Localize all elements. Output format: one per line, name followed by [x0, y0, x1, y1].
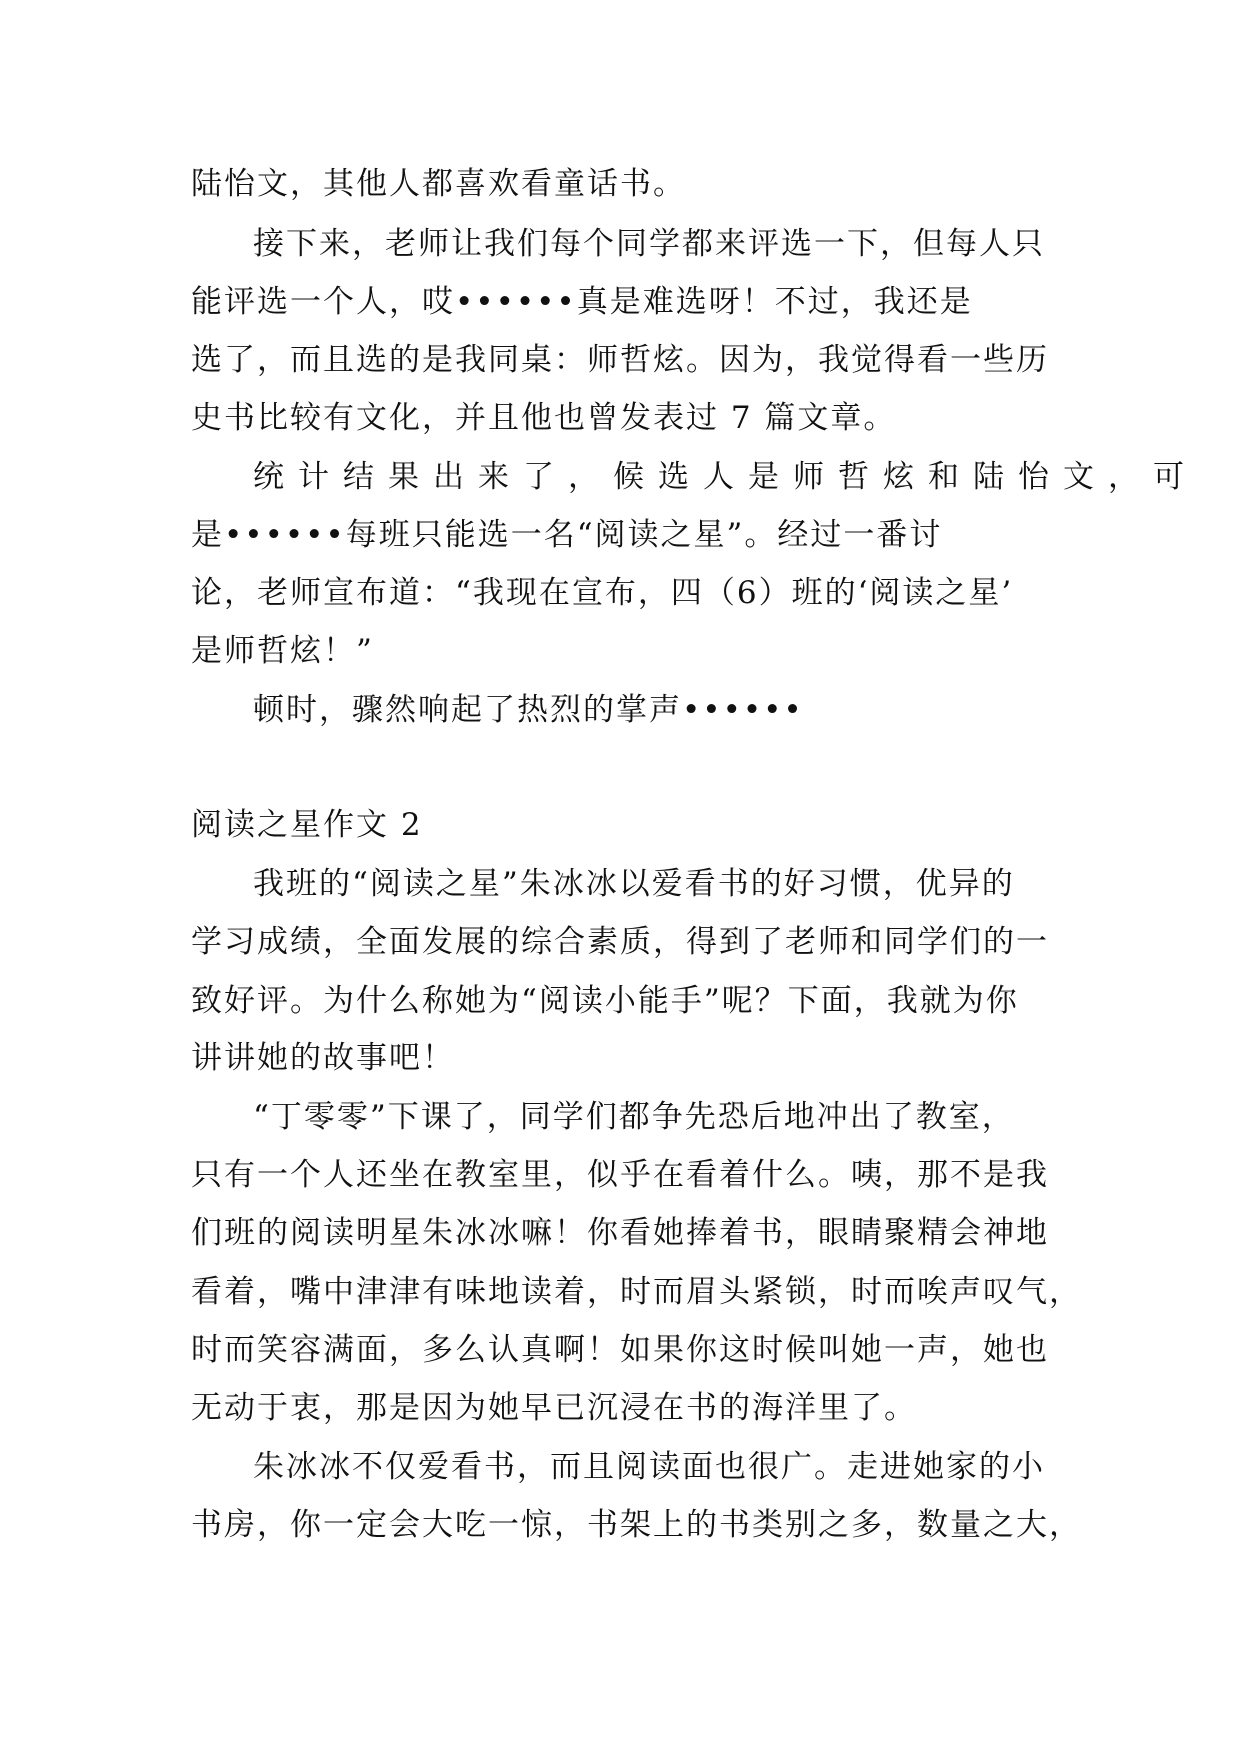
- text-line: 讲讲她的故事吧！: [191, 1040, 455, 1076]
- text-line: 选了，而且选的是我同桌：师哲炫。因为，我觉得看一些历: [191, 342, 1049, 378]
- text-line: 看着，嘴中津津有味地读着，时而眉头紧锁，时而唉声叹气，: [191, 1274, 1082, 1310]
- paragraph-start-line: 我班的“阅读之星”朱冰冰以爱看书的好习惯，优异的: [253, 866, 1015, 902]
- text-line: 史书比较有文化，并且他也曾发表过 7 篇文章。: [191, 400, 897, 436]
- paragraph-start-line: 朱冰冰不仅爱看书，而且阅读面也很广。走进她家的小: [253, 1449, 1045, 1485]
- text-line: 能评选一个人，哎••••••真是难选呀！不过，我还是: [191, 284, 973, 320]
- text-line: 书房，你一定会大吃一惊，书架上的书类别之多，数量之大，: [191, 1507, 1082, 1543]
- text-line: 只有一个人还坐在教室里，似乎在看着什么。咦，那不是我: [191, 1157, 1049, 1193]
- text-line: 学习成绩，全面发展的综合素质，得到了老师和同学们的一: [191, 924, 1049, 960]
- text-line: 无动于衷，那是因为她早已沉浸在书的海洋里了。: [191, 1390, 917, 1426]
- paragraph-start-line: 统计结果出来了，候选人是师哲炫和陆怡文，可: [253, 459, 1198, 495]
- text-line: 陆怡文，其他人都喜欢看童话书。: [191, 166, 686, 202]
- text-line: 致好评。为什么称她为“阅读小能手”呢？下面，我就为你: [191, 983, 1019, 1019]
- section-heading: 阅读之星作文 2: [191, 807, 423, 843]
- text-line: 是••••••每班只能选一名“阅读之星”。经过一番讨: [191, 517, 943, 553]
- text-line: 们班的阅读明星朱冰冰嘛！你看她捧着书，眼睛聚精会神地: [191, 1215, 1049, 1251]
- text-line: 时而笑容满面，多么认真啊！如果你这时候叫她一声，她也: [191, 1332, 1049, 1368]
- text-line: 论，老师宣布道：“我现在宣布，四（6）班的‘阅读之星’: [191, 575, 1014, 611]
- paragraph-start-line: “丁零零”下课了，同学们都争先恐后地冲出了教室，: [253, 1099, 1015, 1135]
- text-line: 是师哲炫！”: [191, 633, 374, 669]
- paragraph-start-line: 接下来，老师让我们每个同学都来评选一下，但每人只: [253, 226, 1045, 262]
- paragraph-start-line: 顿时，骤然响起了热烈的掌声••••••: [253, 692, 804, 728]
